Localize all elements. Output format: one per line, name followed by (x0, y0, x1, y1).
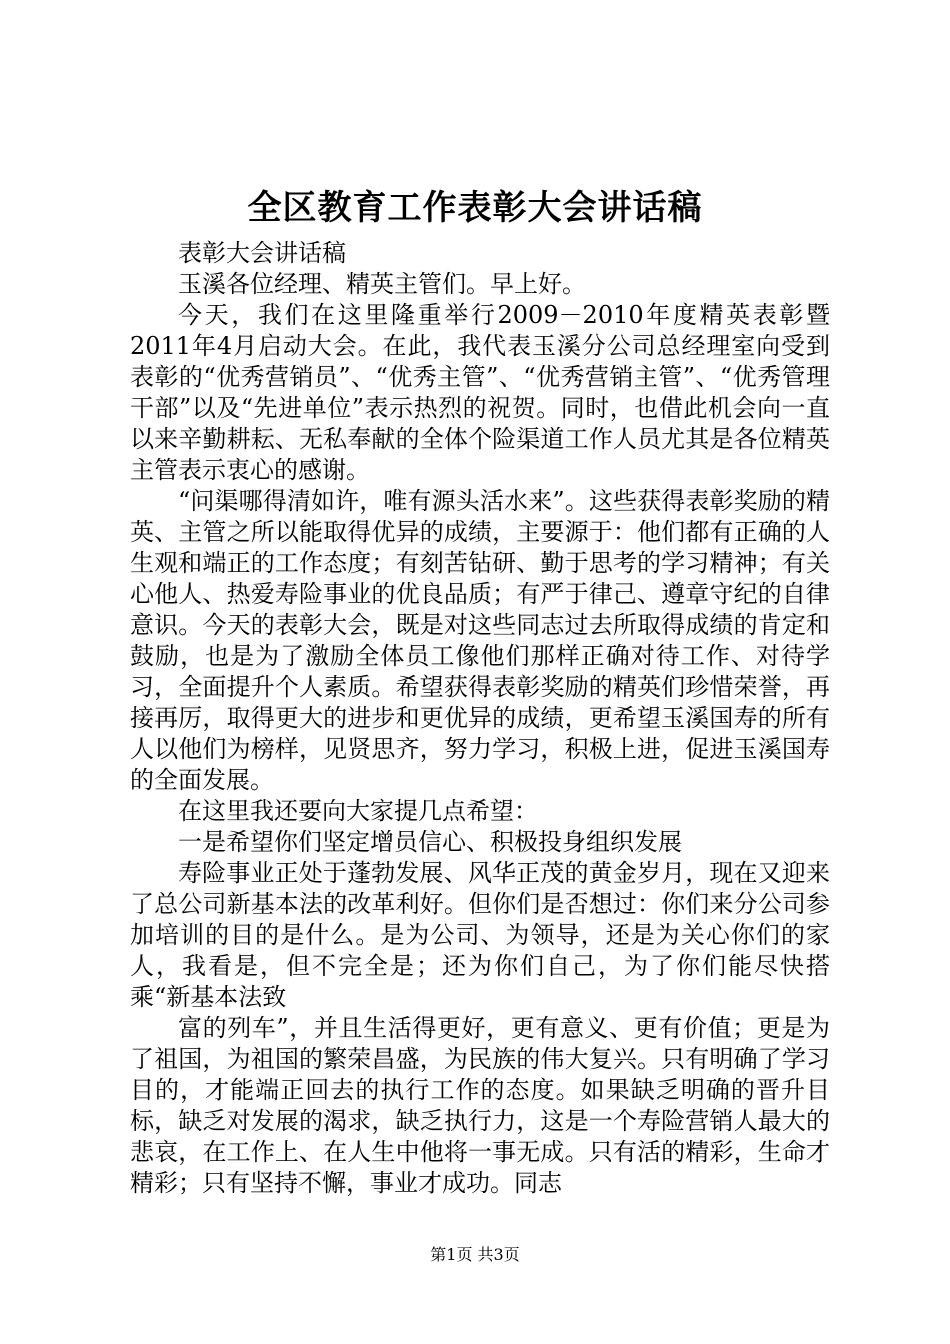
paragraph: 表彰大会讲话稿 (178, 239, 346, 267)
paragraph: 寿险事业正处于蓬勃发展、风华正茂的黄金岁月，现在又迎来了总公司新基本法的改革利好。但你们是否想过：你们来分公司参加培训的目的是什么。是为公司、为领导，还是为关心你们的家人，我看是，但不完全是；还为你们自己，为了你们能尽快搭乘“新基本法致 (130, 859, 830, 1011)
page-footer: 第1页 共3页 (430, 1245, 520, 1264)
paragraph: 玉溪各位经理、精英主管们。早上好。 (178, 270, 586, 298)
document-body (130, 238, 830, 1199)
paragraph: “问渠哪得清如许，唯有源头活水来”。这些获得表彰奖励的精英、主管之所以能取得优异的成绩，主要源于：他们都有正确的人生观和端正的工作态度；有刻苦钻研、勤于思考的学习精神；有关心他人、热爱寿险事业的优良品质；有严于律己、遵章守纪的自律意识。今天的表彰大会，既是对这些同志过去所取得成绩的肯定和鼓励，也是为了激励全体员工像他们那样正确对待工作、对待学习，全面提升个人素质。希望获得表彰奖励的精英们珍惜荣誉，再接再厉，取得更大的进步和更优异的成绩，更希望玉溪国寿的所有人以他们为榜样，见贤思齐，努力学习，积极上进，促进玉溪国寿的全面发展。 (130, 487, 830, 794)
document-title: 全区教育工作表彰大会讲话稿 (247, 188, 703, 228)
paragraph: 今天，我们在这里隆重举行2009－2010年度精英表彰暨2011年4月启动大会。在此，我代表玉溪分公司总经理室向受到表彰的“优秀营销员”、“优秀主管”、“优秀营销主管”、“优秀管理干部”以及“先进单位”表示热烈的祝贺。同时，也借此机会向一直以来辛勤耕耘、无私奉献的全体个险渠道工作人员尤其是各位精英主管表示衷心的感谢。 (130, 301, 830, 484)
paragraph: 在这里我还要向大家提几点希望： (178, 797, 538, 825)
paragraph: 富的列车”，并且生活得更好，更有意义、更有价值；更是为了祖国，为祖国的繁荣昌盛，为民族的伟大复兴。只有明确了学习目的，才能端正回去的执行工作的态度。如果缺乏明确的晋升目标，缺乏对发展的渴求，缺乏执行力，这是一个寿险营销人最大的悲哀，在工作上、在人生中他将一事无成。只有活的精彩，生命才精彩；只有坚持不懈，事业才成功。同志 (130, 1014, 830, 1197)
paragraph: 一是希望你们坚定增员信心、积极投身组织发展 (178, 828, 682, 856)
